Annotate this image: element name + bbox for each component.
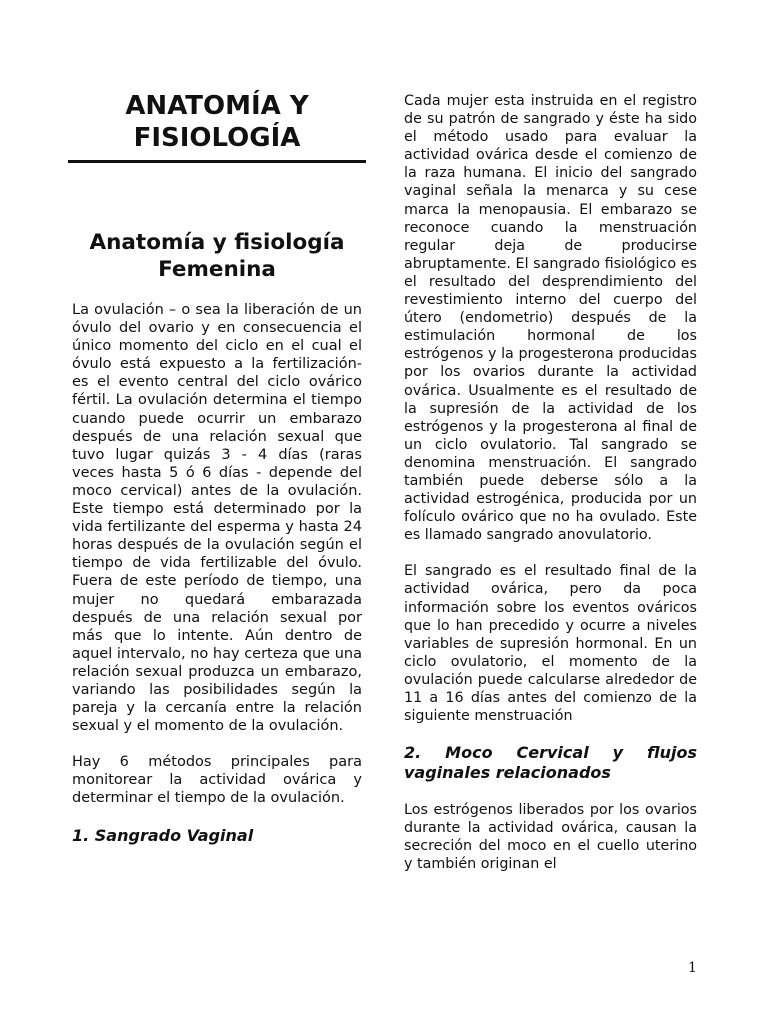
section-title: Anatomía y fisiología Femenina xyxy=(89,230,345,282)
right-column xyxy=(404,92,697,892)
paragraph-bleeding-result: El sangrado es el resultado final de la actividad ovárica, pero da poca información sobre los eventos ováricos que lo han precedido y ocurre a niveles variables de supresión hormonal. En un ciclo ovulatorio, el momento de la ovulación puede calcularse alrededor de 11 a 16 días antes del comienzo de la siguiente menstruación xyxy=(404,563,697,725)
document-title: ANATOMÍA Y FISIOLOGÍA xyxy=(125,91,309,153)
heading-moco-cervical: 2. Moco Cervical y flujos vaginales relacionados xyxy=(404,743,697,783)
paragraph-methods: Hay 6 métodos principales para monitorear la actividad ovárica y determinar el tiempo de la ovulación. xyxy=(72,754,362,807)
heading-sangrado-vaginal: 1. Sangrado Vaginal xyxy=(72,825,254,845)
paragraph-bleeding-pattern: Cada mujer esta instruida en el registro de su patrón de sangrado y éste ha sido el método usado para evaluar la actividad ovárica desde el comienzo de la raza humana. El inicio del sangrado vaginal señala la menarca y su cese marca la menopausia. El embarazo se reconoce cuando la menstruación regular deja de producirse abruptamente. El sangrado fisiológico es el resultado del desprendimiento del revestimiento interno del cuerpo del útero (endometrio) después de la estimulación hormonal de los estrógenos y la progesterona producidas por los ovarios durante la actividad ovárica. Usualmente es el resultado de la supresión de la actividad de los estrógenos y la progesterona al final de un ciclo ovulatorio. Tal sangrado se denomina menstruación. El sangrado también puede deberse sólo a la actividad estrogénica, producida por un folículo ovárico que no ha ovulado. Este es llamado sangrado anovulatorio. xyxy=(404,93,697,544)
left-column xyxy=(72,88,362,864)
page-number: 1 xyxy=(688,960,697,976)
paragraph-ovulation: La ovulación – o sea la liberación de un óvulo del ovario y en consecuencia el único momento del ciclo en el cual el óvulo está expuesto a la fertilización- es el evento central del ciclo ovárico fértil. La ovulación determina el tiempo cuando puede ocurrir un embarazo después de una relación sexual que tuvo lugar quizás 3 - 4 días (raras veces hasta 5 ó 6 días - depende del moco cervical) antes de la ovulación. Este tiempo está determinado por la vida fertilizante del esperma y hasta 24 horas después de la ovulación según el tiempo de vida fertilizable del óvulo. Fuera de este período de tiempo, una mujer no quedará embarazada después de una relación sexual por más que lo intente. Aún dentro de aquel intervalo, no hay certeza que una relación sexual produzca un embarazo, variando las posibilidades según la pareja y la cercanía entre la relación sexual y el momento de la ovulación. xyxy=(72,302,362,735)
title-divider xyxy=(68,160,366,163)
paragraph-estrogens: Los estrógenos liberados por los ovarios durante la actividad ovárica, causan la secreción del moco en el cuello uterino y también originan el xyxy=(404,802,697,873)
